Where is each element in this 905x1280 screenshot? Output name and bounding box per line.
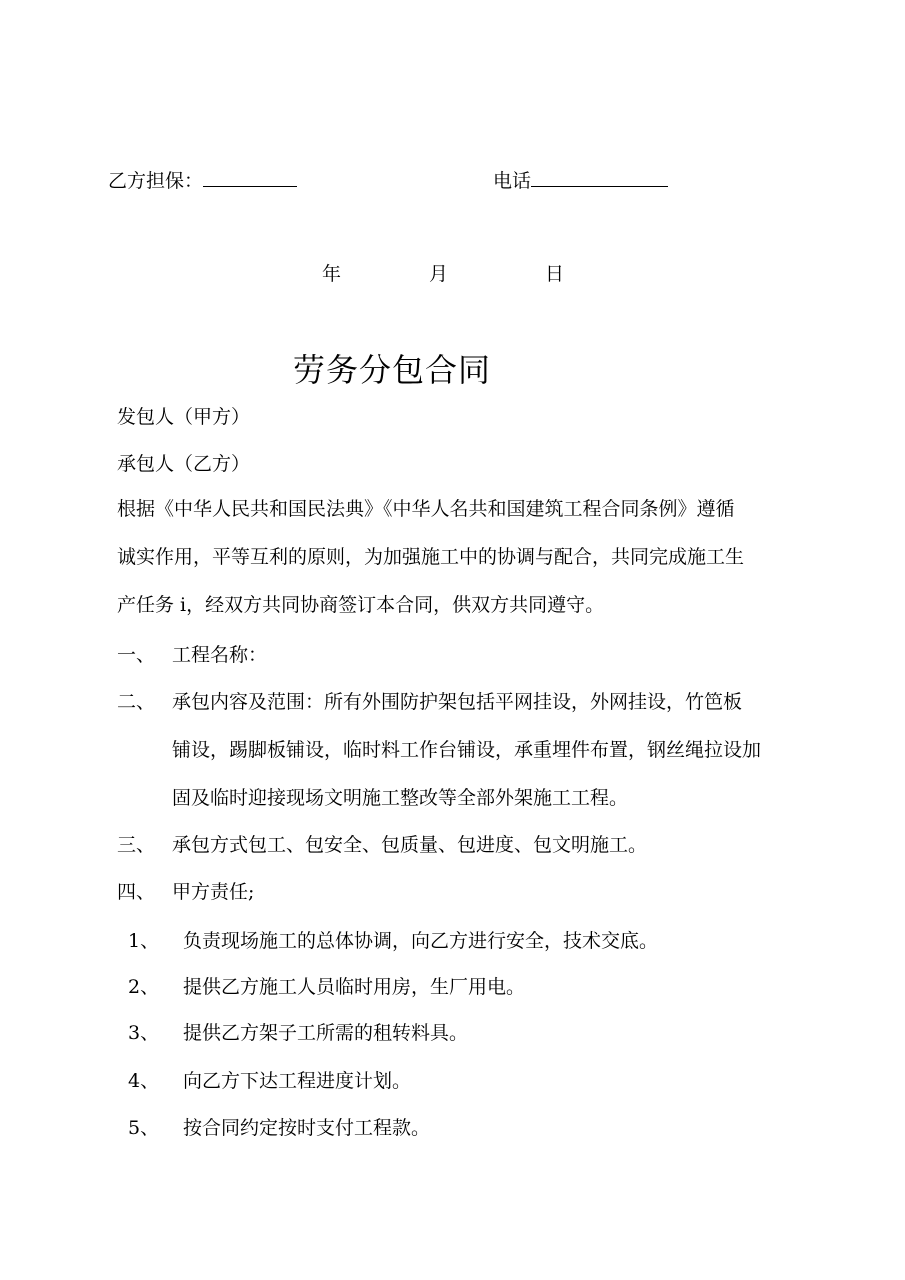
duty-text: 负责现场施工的总体协调，向乙方进行安全，技术交底。 bbox=[183, 930, 659, 952]
date-year: 年 bbox=[322, 263, 342, 285]
intro-line-3: 产任务 i，经双方共同协商签订本合同，供双方共同遵守。 bbox=[117, 594, 605, 616]
duty-text: 向乙方下达工程进度计划。 bbox=[183, 1070, 412, 1092]
section-text: 固及临时迎接现场文明施工整改等全部外架施工工程。 bbox=[172, 787, 629, 809]
section-number: 三、 bbox=[117, 834, 156, 856]
guarantee-blank[interactable] bbox=[203, 168, 297, 187]
guarantee-row bbox=[108, 168, 297, 193]
section-number: 四、 bbox=[117, 881, 156, 903]
intro-line-2: 诚实作用，平等互利的原则，为加强施工中的协调与配合，共同完成施工生 bbox=[117, 546, 745, 568]
section-number: 一、 bbox=[117, 644, 156, 666]
duty-number: 4、 bbox=[128, 1070, 160, 1092]
intro-line-1: 根据《中华人民共和国民法典》《中华人名共和国建筑工程合同条例》遵循 bbox=[117, 498, 735, 520]
document-title: 劳务分包合同 bbox=[293, 351, 492, 389]
duty-text: 提供乙方施工人员临时用房，生厂用电。 bbox=[183, 976, 526, 998]
guarantee-label: 乙方担保： bbox=[108, 170, 204, 192]
phone-blank[interactable] bbox=[531, 168, 668, 187]
date-month: 月 bbox=[429, 263, 449, 285]
date-day: 日 bbox=[545, 263, 565, 285]
section-number: 二、 bbox=[117, 691, 156, 713]
section-text: 承包内容及范围：所有外围防护架包括平网挂设，外网挂设，竹笆板 bbox=[172, 691, 743, 713]
duty-text: 按合同约定按时支付工程款。 bbox=[183, 1117, 431, 1139]
duty-text: 提供乙方架子工所需的租转料具。 bbox=[183, 1022, 469, 1044]
duty-number: 3、 bbox=[128, 1022, 160, 1044]
section-text: 工程名称： bbox=[172, 644, 268, 666]
duty-number: 2、 bbox=[128, 976, 160, 998]
duty-number: 1、 bbox=[128, 930, 160, 952]
section-text: 承包方式包工、包安全、包质量、包进度、包文明施工。 bbox=[172, 834, 648, 856]
phone-row bbox=[493, 168, 668, 193]
party-a: 发包人（甲方） bbox=[117, 406, 251, 428]
phone-label: 电话 bbox=[493, 170, 532, 192]
duty-number: 5、 bbox=[128, 1117, 160, 1139]
section-text: 铺设，踢脚板铺设，临时料工作台铺设，承重埋件布置，钢丝绳拉设加 bbox=[172, 739, 762, 761]
section-text: 甲方责任; bbox=[172, 881, 255, 903]
party-b: 承包人（乙方） bbox=[117, 453, 251, 475]
